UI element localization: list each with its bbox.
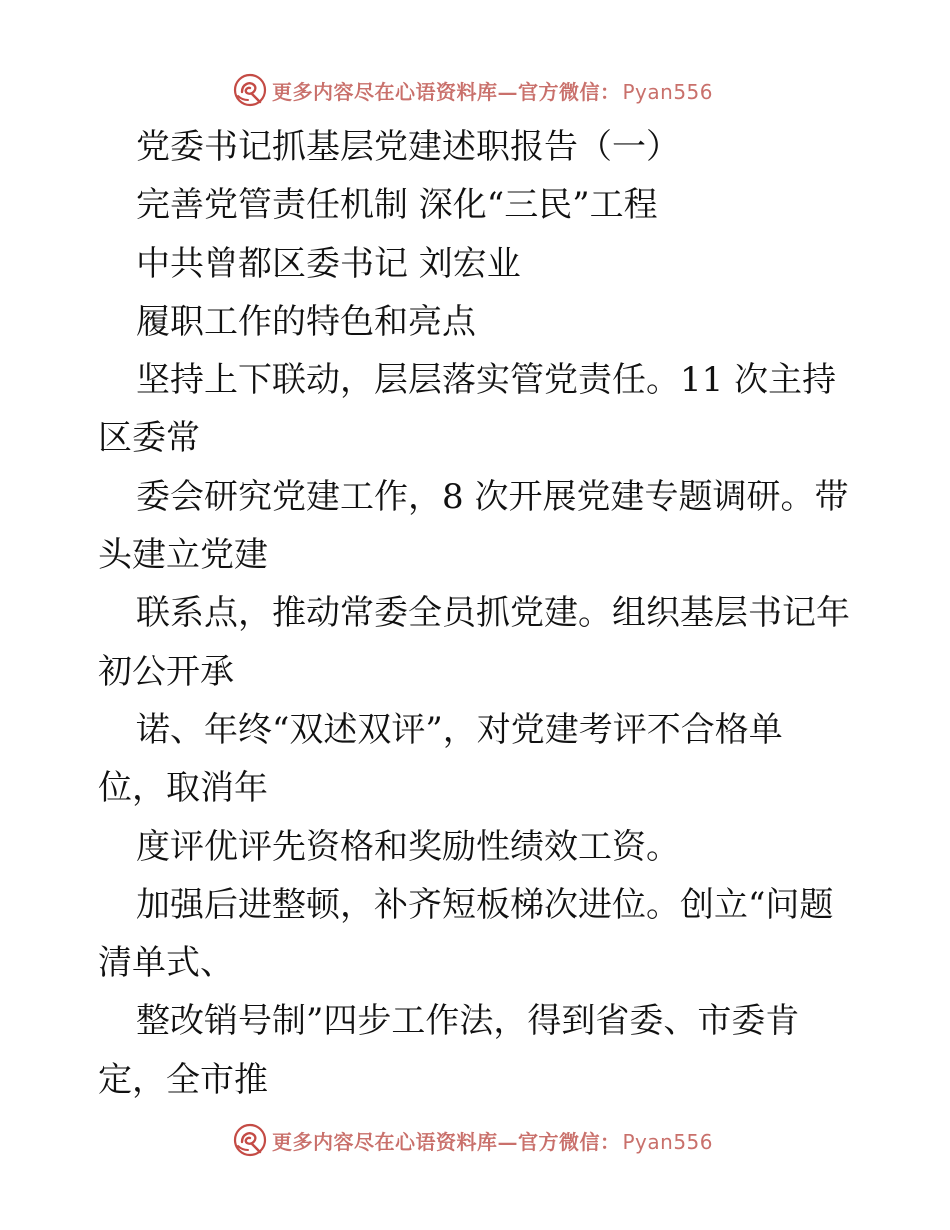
document-body	[98, 118, 858, 1109]
header-watermark-text: 更多内容尽在心语资料库—官方微信： Pyan556	[272, 79, 714, 104]
document-line: 党委书记抓基层党建述职报告（一）	[136, 127, 680, 167]
document-line: 头建立党建	[98, 535, 268, 576]
document-line: 中共曾都区委书记 刘宏业	[136, 243, 521, 284]
document-line: 初公开承	[98, 651, 234, 692]
document-line: 坚持上下联动，层层落实管党责任。11 次主持	[136, 360, 837, 401]
footer-wechat-id: Pyan556	[622, 1129, 714, 1154]
rose-logo-icon	[232, 72, 268, 108]
header-watermark	[232, 72, 712, 108]
footer-watermark	[232, 1122, 712, 1158]
document-line: 定，全市推	[98, 1059, 268, 1100]
document-line: 位，取消年	[98, 768, 268, 809]
rose-logo-icon	[232, 1122, 268, 1158]
document-line: 完善党管责任机制 深化“三民”工程	[136, 185, 658, 226]
document-line: 委会研究党建工作，8 次开展党建专题调研。带	[136, 476, 849, 517]
document-line: 度评优评先资格和奖励性绩效工资。	[136, 826, 680, 867]
document-line: 诺、年终“双述双评”，对党建考评不合格单	[136, 709, 783, 750]
document-line: 联系点，推动常委全员抓党建。组织基层书记年	[136, 593, 850, 634]
document-line: 整改销号制”四步工作法，得到省委、市委肯	[136, 1001, 800, 1042]
document-line: 清单式、	[98, 943, 234, 984]
document-line: 加强后进整顿，补齐短板梯次进位。创立“问题	[136, 884, 834, 925]
document-line: 区委常	[98, 418, 200, 459]
footer-watermark-text: 更多内容尽在心语资料库—官方微信： Pyan556	[272, 1129, 714, 1154]
header-wechat-id: Pyan556	[622, 79, 714, 104]
document-line: 履职工作的特色和亮点	[136, 301, 476, 342]
